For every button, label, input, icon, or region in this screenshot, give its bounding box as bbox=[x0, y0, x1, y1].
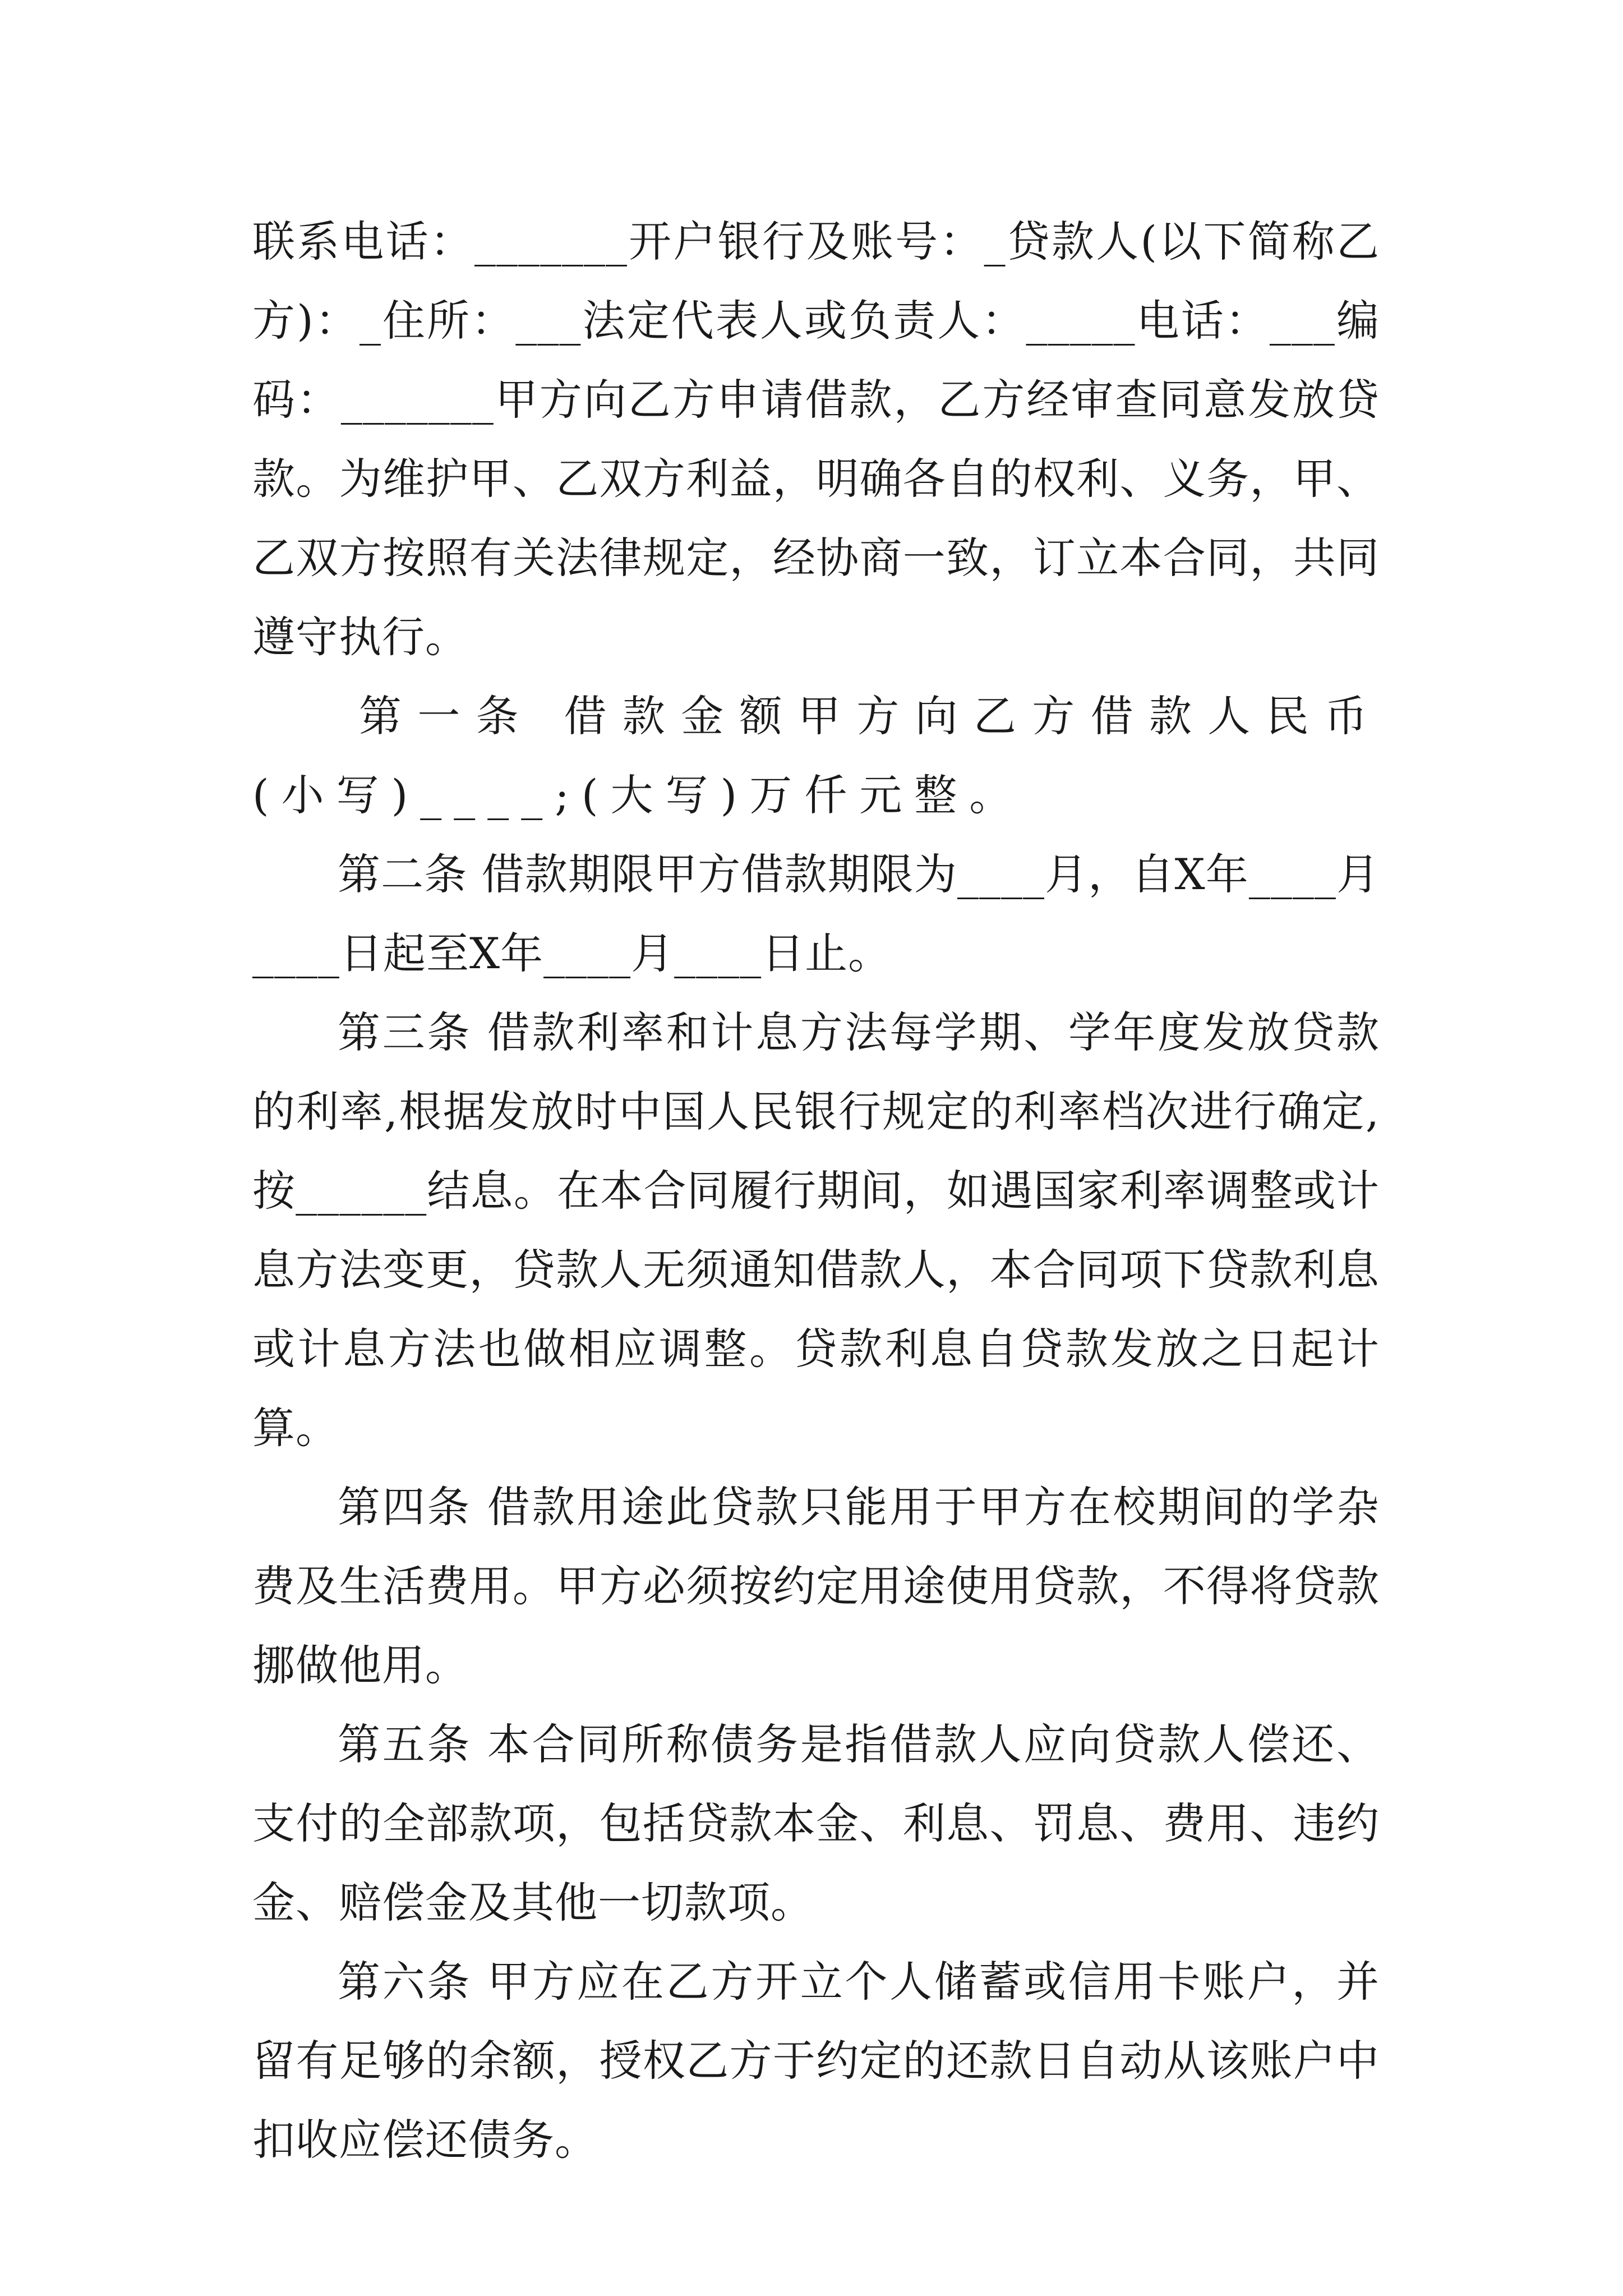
party-info-paragraph: 联系电话：_______开户银行及账号：_贷款人(以下简称乙方)：_住所：___法定代表人或负责人：_____电话：___编码：_______甲方向乙方申请借款，乙方经审查同意发放贷款。为维护甲、乙双方利益，明确各自的权利、义务，甲、乙双方按照有关法律规定，经协商一致，订立本合同，共同遵守执行。 bbox=[252, 217, 1380, 662]
article-6-repayment-account: 第六条 甲方应在乙方开立个人储蓄或信用卡账户，并留有足够的余额，授权乙方于约定的还款日自动从该账户中扣收应偿还债务。 bbox=[252, 1957, 1380, 2165]
article-5-debt-definition: 第五条 本合同所称债务是指借款人应向贷款人偿还、支付的全部款项，包括贷款本金、利息、罚息、费用、违约金、赔偿金及其他一切款项。 bbox=[252, 1719, 1380, 1927]
contract-body bbox=[252, 202, 1380, 2179]
article-2-loan-term: 第二条 借款期限甲方借款期限为____月，自X年____月____日起至X年____月____日止。 bbox=[252, 849, 1380, 978]
article-4-loan-purpose: 第四条 借款用途此贷款只能用于甲方在校期间的学杂费及生活费用。甲方必须按约定用途使用贷款，不得将贷款挪做他用。 bbox=[252, 1482, 1380, 1690]
article-3-interest-rate: 第三条 借款利率和计息方法每学期、学年度发放贷款的利率,根据发放时中国人民银行规定的利率档次进行确定,按______结息。在本合同履行期间，如遇国家利率调整或计息方法变更，贷款人无须通知借款人，本合同项下贷款利息或计息方法也做相应调整。贷款利息自贷款发放之日起计算。 bbox=[252, 1007, 1380, 1453]
article-1-loan-amount: 第一条 借款金额甲方向乙方借款人民币(小写)____;(大写)万仟元整。 bbox=[252, 691, 1380, 820]
